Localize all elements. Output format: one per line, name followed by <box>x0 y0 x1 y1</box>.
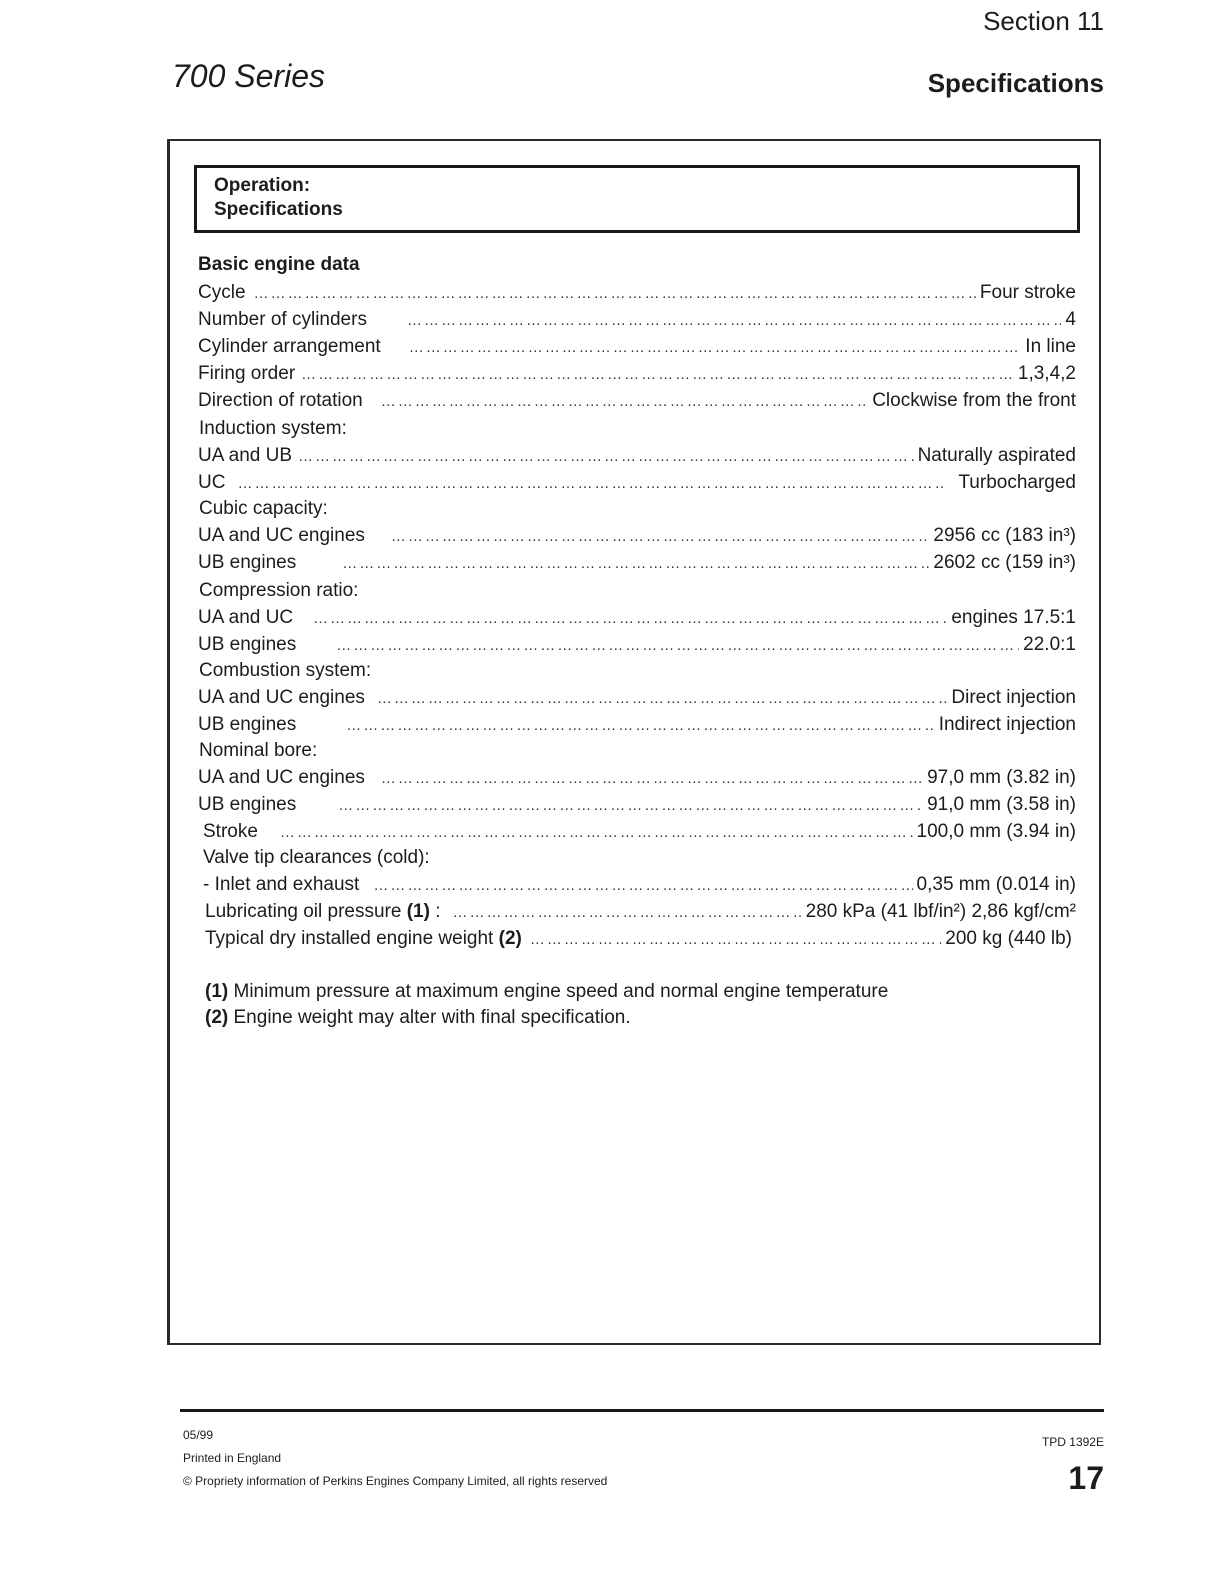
spec-value: Indirect injection <box>938 714 1076 735</box>
spec-row-firing-order <box>198 363 1076 389</box>
spec-value: In line <box>1025 336 1076 357</box>
induction-heading: Induction system: <box>199 418 347 439</box>
page-title: Specifications <box>927 68 1104 98</box>
spec-value: Clockwise from the front <box>872 390 1076 411</box>
spec-label: UB engines <box>198 552 297 573</box>
spec-value: Turbocharged <box>958 472 1076 493</box>
spec-value: 200 kg (440 lb) <box>945 928 1072 949</box>
page-number: 17 <box>1068 1460 1104 1496</box>
oil-pressure-colon: : <box>429 901 441 922</box>
header-line-operation: Operation: <box>214 175 311 196</box>
dot-leader <box>530 931 941 948</box>
dot-leader <box>338 797 923 814</box>
note-marker-2: (2) <box>498 928 522 949</box>
spec-row-arrangement <box>198 336 1076 362</box>
series-title: 700 Series <box>172 58 325 94</box>
spec-label: UA and UC engines <box>198 767 365 788</box>
footnote-text: Engine weight may alter with final specification. <box>228 1007 631 1028</box>
footnote-2 <box>205 1007 631 1029</box>
capacity-heading: Cubic capacity: <box>199 498 328 519</box>
spec-row-oil-pressure <box>205 901 1076 927</box>
spec-label: UA and UB <box>198 445 292 466</box>
engine-weight-label: Typical dry installed engine weight <box>205 928 494 949</box>
spec-value: 280 kPa (41 lbf/in²) 2,86 kgf/cm² <box>805 901 1076 922</box>
spec-row-bore-uauc <box>198 767 1076 793</box>
dot-leader <box>453 904 802 921</box>
spec-row-cycle <box>198 282 1076 308</box>
spec-label: UA and UC engines <box>198 525 365 546</box>
spec-label: UC <box>198 472 226 493</box>
dot-leader <box>313 610 947 627</box>
spec-row-rotation <box>198 390 1076 416</box>
dot-leader <box>254 285 976 302</box>
footer-doc-code: TPD 1392E <box>1041 1435 1104 1449</box>
section-label: Section 11 <box>983 6 1104 36</box>
spec-value: 91,0 mm (3.58 in) <box>927 794 1076 815</box>
spec-label: UA and UC <box>198 607 294 628</box>
valve-heading: Valve tip clearances (cold): <box>203 847 430 868</box>
dot-leader <box>381 393 868 410</box>
footnote-marker: (1) <box>205 981 229 1002</box>
spec-row-stroke <box>203 821 1076 847</box>
spec-row-induction-uc <box>198 472 1076 498</box>
dot-leader <box>280 824 913 841</box>
spec-value: Four stroke <box>979 282 1076 303</box>
spec-value: 97,0 mm (3.82 in) <box>927 767 1076 788</box>
spec-label: UA and UC engines <box>198 687 365 708</box>
spec-row-engine-weight <box>205 928 1072 954</box>
spec-value: 0,35 mm (0.014 in) <box>916 874 1076 895</box>
spec-row-compression-ub <box>198 634 1076 660</box>
bore-heading: Nominal bore: <box>199 740 318 761</box>
oil-pressure-label: Lubricating oil pressure <box>205 901 402 922</box>
spec-row-capacity-uauc <box>198 525 1076 551</box>
footer-date: 05/99 <box>183 1428 214 1442</box>
spec-label: UB engines <box>198 714 297 735</box>
dot-leader <box>373 877 912 894</box>
spec-value: engines 17.5:1 <box>951 607 1076 628</box>
footer-printed: Printed in England <box>183 1451 282 1465</box>
spec-label: Cycle <box>198 282 246 303</box>
spec-value: Naturally aspirated <box>917 445 1076 466</box>
spec-row-combustion-uauc <box>198 687 1076 713</box>
spec-row-combustion-ub <box>198 714 1076 740</box>
spec-row-capacity-ub <box>198 552 1076 578</box>
spec-label: Stroke <box>203 821 258 842</box>
operation-header-box <box>194 165 1080 233</box>
dot-leader <box>301 366 1014 383</box>
dot-leader <box>407 312 1061 329</box>
footnote-1 <box>205 981 888 1003</box>
spec-label: Number of cylinders <box>198 309 367 330</box>
spec-value: 2602 cc (159 in³) <box>933 552 1076 573</box>
spec-row-valve-clearance <box>203 874 1076 900</box>
footnote-text: Minimum pressure at maximum engine speed and normal engine temperature <box>228 981 889 1002</box>
spec-row-compression-uauc <box>198 607 1076 633</box>
footer-rule <box>180 1409 1104 1412</box>
dot-leader <box>298 448 914 465</box>
spec-label: UB engines <box>198 794 297 815</box>
spec-label: Cylinder arrangement <box>198 336 381 357</box>
compression-heading: Compression ratio: <box>199 580 359 601</box>
dot-leader <box>237 475 946 492</box>
spec-row-bore-ub <box>198 794 1076 820</box>
note-marker-1: (1) <box>406 901 430 922</box>
dot-leader <box>391 528 930 545</box>
spec-label: UB engines <box>198 634 297 655</box>
basic-engine-data-heading: Basic engine data <box>198 254 360 275</box>
spec-value: 100,0 mm (3.94 in) <box>916 821 1076 842</box>
spec-value: 2956 cc (183 in³) <box>933 525 1076 546</box>
dot-leader <box>409 339 1022 356</box>
spec-label: - Inlet and exhaust <box>203 874 360 895</box>
spec-label: Direction of rotation <box>198 390 363 411</box>
dot-leader <box>336 637 1019 654</box>
header-line-specifications: Specifications <box>214 199 343 220</box>
spec-row-cylinders <box>198 309 1076 335</box>
dot-leader <box>342 555 929 572</box>
spec-value: Direct injection <box>951 687 1076 708</box>
combustion-heading: Combustion system: <box>199 660 372 681</box>
spec-value: 22.0:1 <box>1023 634 1076 655</box>
spec-label: Firing order <box>198 363 296 384</box>
spec-row-induction-uaub <box>198 445 1076 471</box>
dot-leader <box>381 770 923 787</box>
spec-value: 1,3,4,2 <box>1017 363 1076 384</box>
spec-label <box>205 901 441 923</box>
spec-label <box>205 928 522 950</box>
footnote-marker: (2) <box>205 1007 229 1028</box>
footer-copyright: © Propriety information of Perkins Engines Company Limited, all rights reserved <box>183 1474 608 1488</box>
dot-leader <box>377 690 948 707</box>
spec-value: 4 <box>1065 309 1076 330</box>
dot-leader <box>346 717 934 734</box>
